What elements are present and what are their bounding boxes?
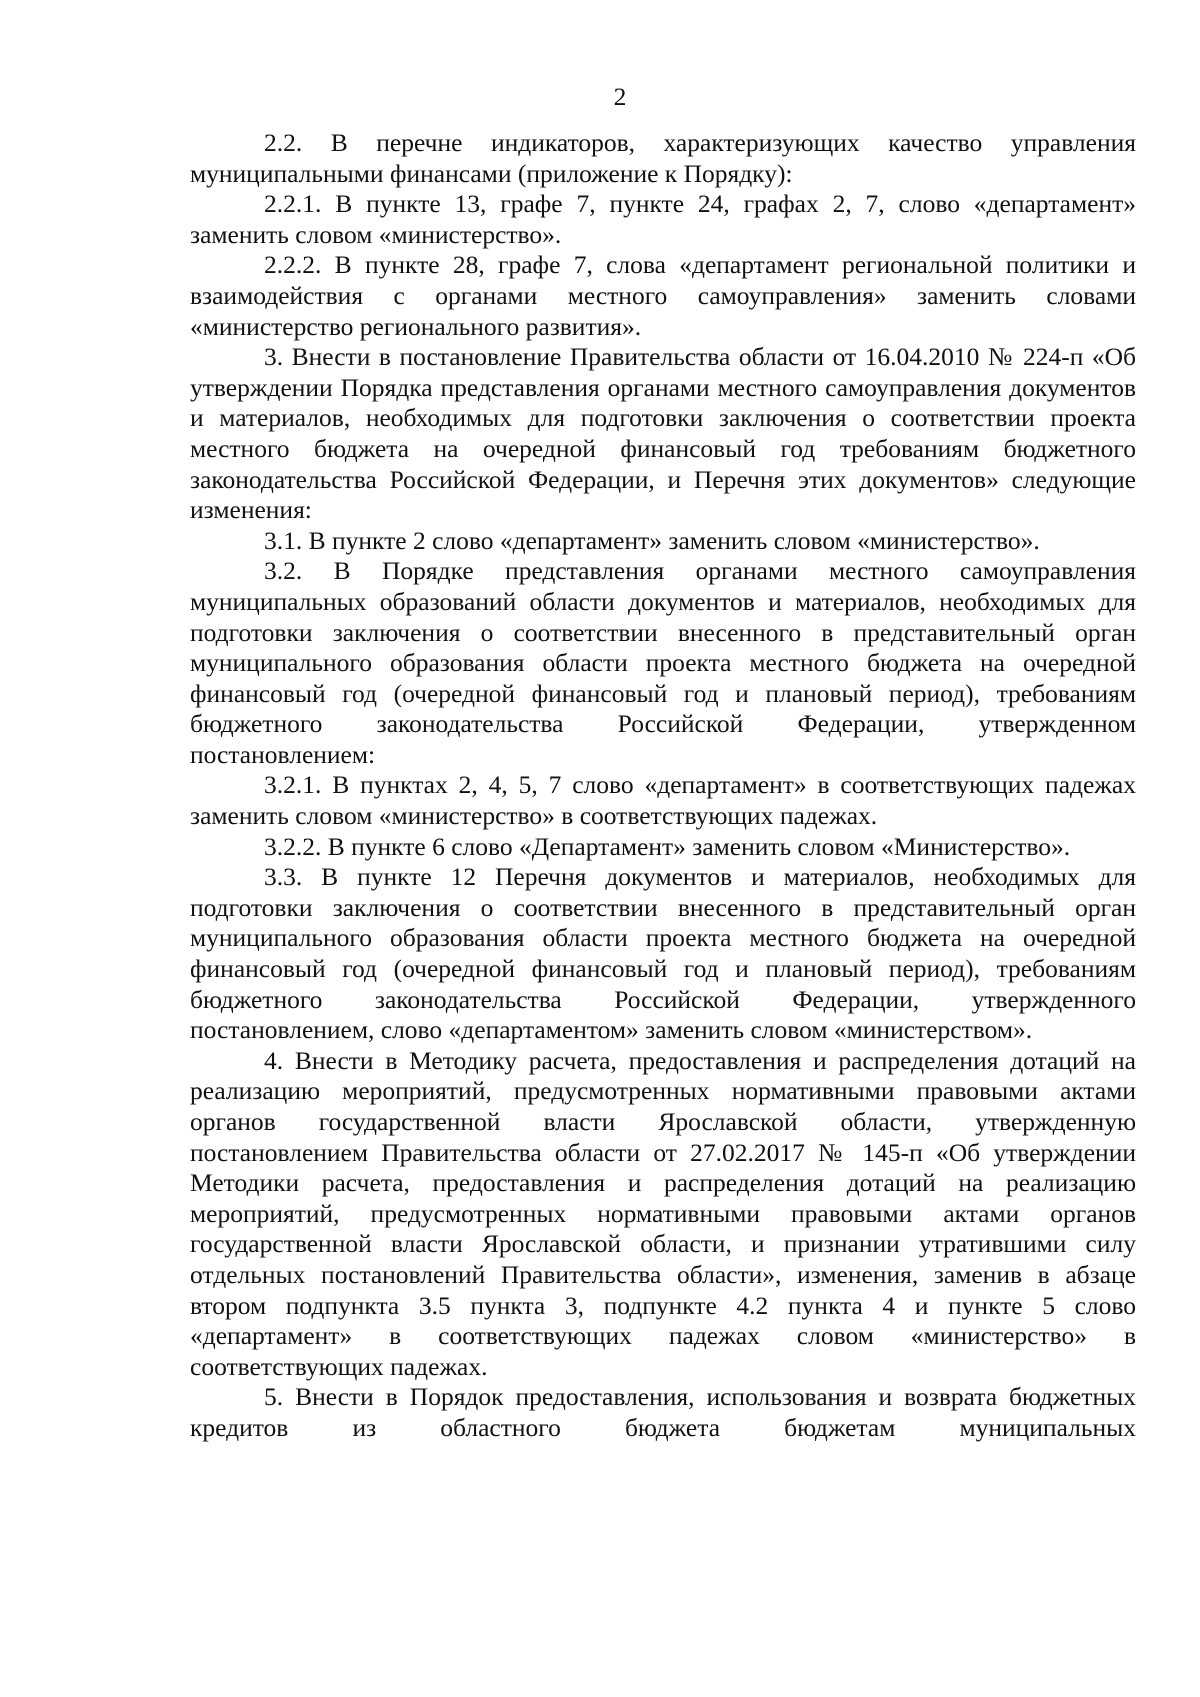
paragraph-3-2-2: 3.2.2. В пункте 6 слово «Департамент» заменить словом «Министерство». <box>264 831 1071 861</box>
paragraph-3-2: 3.2. В Порядке представления органами местного самоуправления муниципальных образований области документов и материалов, необходимых для подготовки заключения о соответствии внесенного в представительный орган муниципального образования области проекта местного бюджета на очередной финансовый год (очередной финансовый год и плановый период), требованиям бюджетного законодательства Российской Федерации, утвержденном постановлением: <box>190 556 1136 769</box>
paragraph-2-2: 2.2. В перечне индикаторов, характеризующих качество управления муниципальными финансами (приложение к Порядку): <box>190 128 1136 188</box>
page-number: 2 <box>613 82 627 111</box>
paragraph-3-3: 3.3. В пункте 12 Перечня документов и материалов, необходимых для подготовки заключения о соответствии внесенного в представительный орган муниципального образования области проекта местного бюджета на очередной финансовый год (очередной финансовый год и плановый период), требованиям бюджетного законодательства Российской Федерации, утвержденного постановлением, слово «департаментом» заменить словом «министерством». <box>190 862 1136 1045</box>
paragraph-4: 4. Внести в Методику расчета, предоставления и распределения дотаций на реализацию мероприятий, предусмотренных нормативными правовыми актами органов государственной власти Ярославской области, утвержденную постановлением Правительства области от 27.02.2017 № 145-п «Об утверждении Методики расчета, предоставления и распределения дотаций на реализацию мероприятий, предусмотренных нормативными правовыми актами органов государственной власти Ярославской области, и признании утратившими силу отдельных постановлений Правительства области», изменения, заменив в абзаце втором подпункта 3.5 пункта 3, подпункте 4.2 пункта 4 и пункте 5 слово «департамент» в соответствующих падежах словом «министерство» в соответствующих падежах. <box>190 1045 1136 1381</box>
paragraph-2-2-2: 2.2.2. В пункте 28, графе 7, слова «департамент региональной политики и взаимодействия с органами местного самоуправления» заменить словами «министерство регионального развития». <box>190 250 1136 341</box>
paragraph-3-1: 3.1. В пункте 2 слово «департамент» заменить словом «министерство». <box>264 525 1040 555</box>
paragraph-2-2-1: 2.2.1. В пункте 13, графе 7, пункте 24, графах 2, 7, слово «департамент» заменить словом «министерство». <box>190 189 1136 249</box>
paragraph-5: 5. Внести в Порядок предоставления, использования и возврата бюджетных кредитов из областного бюджета бюджетам муниципальных <box>190 1382 1136 1442</box>
document-body <box>190 128 1136 1444</box>
paragraph-3-2-1: 3.2.1. В пунктах 2, 4, 5, 7 слово «департамент» в соответствующих падежах заменить словом «министерство» в соответствующих падежах. <box>190 770 1136 831</box>
paragraph-3: 3. Внести в постановление Правительства области от 16.04.2010 № 224-п «Об утверждении Порядка представления органами местного самоуправления документов и материалов, необходимых для подготовки заключения о соответствии проекта местного бюджета на очередной финансовый год требованиям бюджетного законодательства Российской Федерации, и Перечня этих документов» следующие изменения: <box>190 342 1136 525</box>
